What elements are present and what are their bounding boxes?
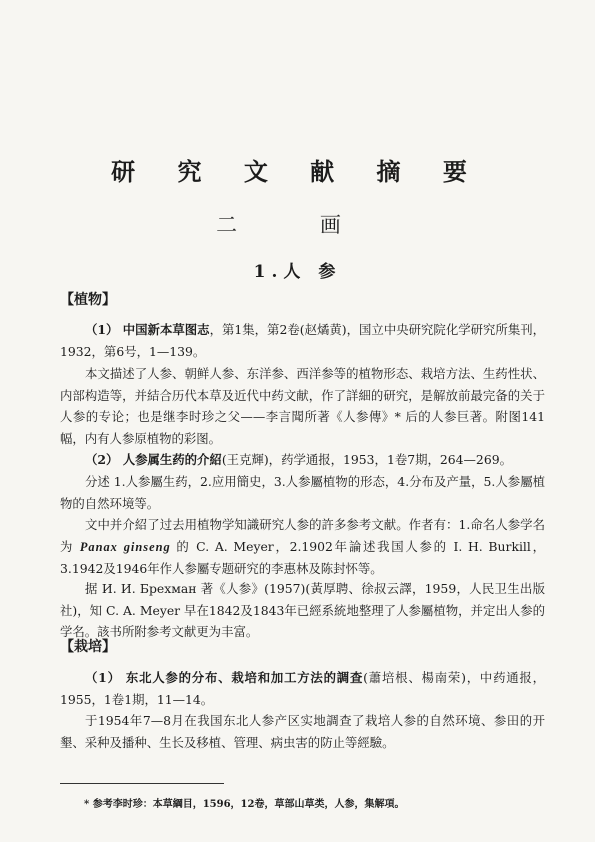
entry-title: 1.人 参 (253, 262, 342, 282)
botany-ref-1-title: （1） 中国新本草图志 (85, 322, 210, 337)
cultivation-ref-1-citation: (蕭培根、楊南荣)，中药通报，1955，1卷1期，11—14。 (60, 670, 546, 707)
botany-ref-1 (60, 319, 545, 362)
footnote-divider (60, 783, 224, 784)
botany-ref-2 (60, 449, 545, 471)
botany-ref-1-summary: 本文描述了人参、朝鲜人参、东洋参、西洋参等的植物形态、栽培方法、生药性状、内部构造等，并結合历代本草及近代中药文献，作了詳細的研究，是解放前最完备的关于人参的专论；也是继李时珍之父——李言聞所著《人参傳》* 后的人参巨著。附图141幅，内有人参原植物的彩图。 (60, 366, 545, 446)
part-heading: 二 画 (216, 213, 379, 237)
section-heading-botany: 【植物】 (60, 292, 116, 308)
botany-ref-2-title: （2） 人参属生药的介紹 (85, 452, 222, 467)
cultivation-ref-1-title: （1） 东北人参的分布、栽培和加工方法的調查 (85, 670, 364, 685)
botany-ref-2-text-b: 的 C. A. Meyer，2.1902年論述我国人参的 I. H. Burkill，3.1942及1946年作人参屬专题研究的李惠林及陈封怀等。 (60, 538, 545, 576)
botany-ref-1-citation: ，第1集，第2卷(赵燏黄)，国立中央研究院化学研究所集刊，1932，第6号，1—139。 (60, 322, 546, 359)
latin-name: Panax ginseng (79, 539, 171, 554)
botany-ref-2-paragraph-2: 据 И. И. Брехман 著《人参》(1957)(黃厚聘、徐叔云譯，1959，人民卫生出版社)，知 C. A. Meyer 早在1842及1843年已經系統地整理了人参屬植物，并定出人参的学名。該书所附参考文献更为丰富。 (60, 581, 545, 639)
botany-ref-2-paragraph (60, 514, 545, 580)
footnote: * 参考李时珍：本草綱目，1596，12卷，草部山草类，人参，集解項。 (84, 799, 405, 810)
cultivation-ref-1-summary: 于1954年7—8月在我国东北人参产区实地調查了栽培人参的自然环境、参田的开墾、采种及播种、生长及移植、管理、病虫害的防止等經驗。 (60, 713, 545, 750)
document-title: 研 究 文 献 摘 要 (111, 157, 484, 186)
section-heading-cultivation: 【栽培】 (60, 639, 116, 655)
cultivation-ref-1 (60, 667, 545, 710)
botany-ref-2-outline: 分述 1.人参屬生药，2.应用簡史，3.人参屬植物的形态，4.分布及产量，5.人参屬植物的自然环境等。 (60, 474, 545, 511)
botany-ref-2-citation: (王克輝)，药学通报，1953，1卷7期，264—269。 (221, 452, 512, 467)
botany-ref-2-text-a: 文中并介紹了过去用植物学知識研究人参的許多参考文献。作者有：1.命名人参学名为 (60, 517, 545, 554)
